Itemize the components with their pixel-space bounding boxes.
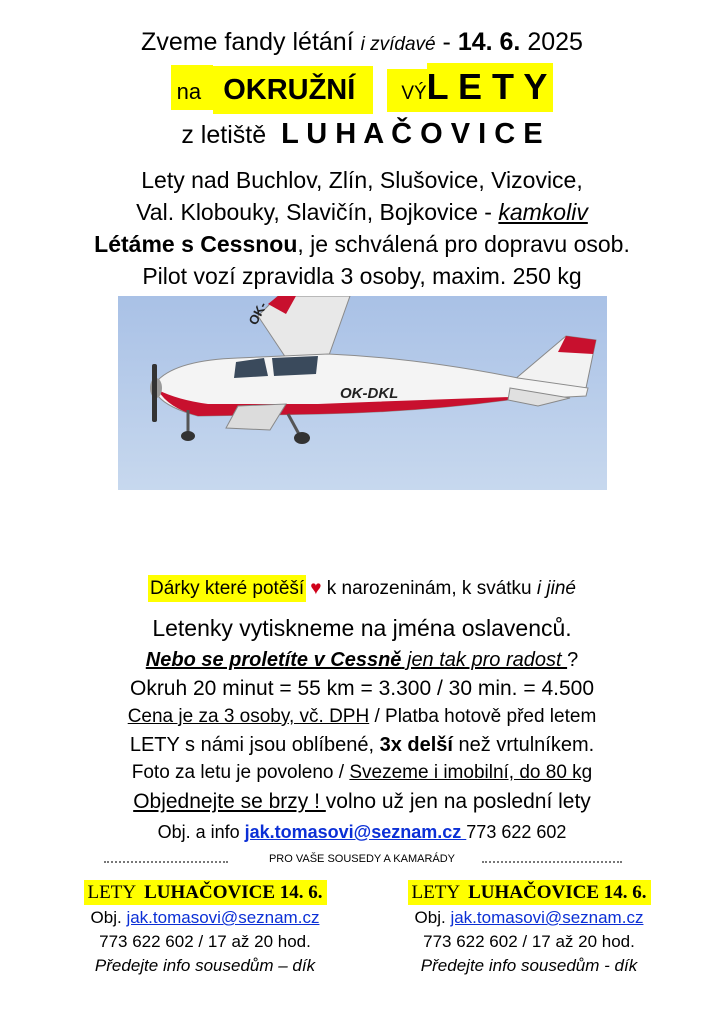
headline-invite-text: Zveme fandy létání [141,28,361,56]
fly-question: ? [567,649,579,671]
price-note-line [0,706,724,728]
headline-lety: L E T Y [427,63,554,112]
popular-line [0,734,724,757]
popular-helicopter: než vrtulníkem. [453,734,595,756]
coupon-right-email-link[interactable]: jak.tomasovi@seznam.cz [450,908,644,927]
headline-okruzni: OKRUŽNÍ [213,66,373,114]
contact-label: Obj. a info [157,822,245,842]
immobile-text: Svezeme i imobilní, do 80 kg [349,762,593,783]
intro-destinations-1: Lety nad Buchlov, Zlín, Slušovice, Vizovice, [141,167,583,193]
nose-wheel [181,431,195,441]
propeller [152,364,157,422]
coupon-left [40,880,370,978]
coupon-right [364,880,694,978]
price-note-underlined: Cena je za 3 osoby, vč. DPH [127,706,370,727]
contact-phone: 773 622 602 [466,822,567,842]
intro-destinations-2 [0,199,724,226]
coupon-left-phone: 773 622 602 / 17 až 20 hod. [99,932,311,951]
svg-text:OK-: OK- [245,299,270,328]
cabin-window [272,356,318,376]
coupon-left-obj-label: Obj. [90,908,127,927]
coupon-right-obj [364,906,694,930]
heart-icon: ♥ [310,578,322,599]
airport-prefix: z letiště [181,121,274,149]
fly-for-fun: jen tak pro radost [401,649,568,671]
price-note-payment: / Platba hotově před letem [369,706,597,727]
gift-line [0,578,724,600]
coupon-right-phone: 773 622 602 / 17 až 20 hod. [423,932,635,951]
gift-others: i jiné [536,578,576,599]
cessna-illustration [118,296,607,490]
photo-allowed-text: Foto za letu je povoleno / [131,762,350,783]
contact-email-link[interactable]: jak.tomasovi@seznam.cz [244,822,467,842]
fly-line [0,649,724,672]
photo-allowed-line [0,762,724,784]
headline-year: 2025 [520,28,583,56]
headline-vy: VÝ [387,69,426,112]
order-line [0,790,724,814]
coupon-right-note: Předejte info sousedům - dík [420,956,638,975]
coupon-right-title-lety: LETY [408,880,469,905]
coupon-right-title-place: LUHAČOVICE 14. 6. [468,880,650,905]
headline-date: 14. 6. [457,28,521,56]
intro-cessna [0,231,724,258]
popular-text: LETY s námi jsou oblíbené, [129,734,380,756]
fly-cessna: Nebo se proletíte v Cessně [145,649,402,671]
coupon-right-title [364,880,694,906]
coupon-left-obj [40,906,370,930]
popular-longer: 3x delší [379,734,453,756]
intro-cessna-rest: , je schválená pro dopravu osob. [297,231,630,257]
registration-mark: OK-DKL [340,385,399,402]
headline-na: na [171,65,214,110]
airport-name: L U H A Č O V I C E [281,118,543,150]
headline-dash: - [435,28,458,56]
prices-line: Okruh 20 minut = 55 km = 3.300 / 30 min. = 4.500 [129,677,595,700]
divider-label: PRO VAŠE SOUSEDY A KAMARÁDY [268,853,456,865]
coupon-right-obj-label: Obj. [414,908,451,927]
coupon-left-email-link[interactable]: jak.tomasovi@seznam.cz [126,908,320,927]
headline-flights [0,66,724,112]
divider-dots-right [482,861,622,863]
contact-line [0,822,724,843]
gift-highlight: Dárky které potěší [148,575,306,602]
main-wheel [294,432,310,444]
order-last-slots: volno už jen na poslední lety [325,790,591,813]
headline-invite [0,28,724,57]
coupon-left-title [40,880,370,906]
tickets-line: Letenky vytiskneme na jména oslavenců. [152,615,572,641]
gift-occasions: k narozeninám, k svátku [321,578,537,599]
order-early: Objednejte se brzy ! [133,790,326,813]
intro-cessna-bold: Létáme s Cessnou [94,231,298,257]
coupon-left-title-lety: LETY [84,880,145,905]
intro-pilot: Pilot vozí zpravidla 3 osoby, maxim. 250 kg [142,263,582,289]
intro-destinations-2-text: Val. Klobouky, Slavičín, Bojkovice - [136,199,499,225]
coupon-left-note: Předejte info sousedům – dík [94,956,316,975]
headline-curious: i zvídavé [360,34,436,55]
coupon-left-title-place: LUHAČOVICE 14. 6. [144,880,326,905]
aircraft-photo [118,296,607,490]
intro-anywhere: kamkoliv [498,199,588,225]
headline-airport [0,118,724,151]
